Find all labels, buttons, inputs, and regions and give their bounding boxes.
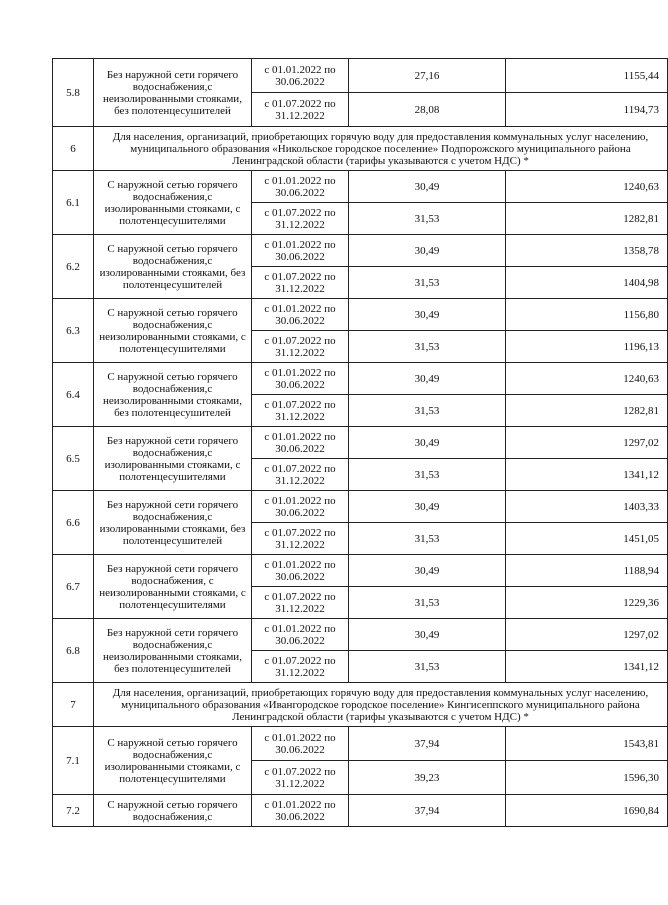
tariff-value-cell: 31,53 [349, 523, 506, 555]
section-title: Для населения, организаций, приобретающих горячую воду для предоставления коммунальных услуг населению, муниципального образования «Ивангородское городское поселение» Кингисеппского муниципального района Ленинградской области (тарифы указываются с учетом НДС) * [94, 683, 668, 727]
item-description: С наружной сетью горячего водоснабжения,с неизолированными стояками, без полотенцесушителей [94, 363, 252, 427]
tariff-row [53, 619, 668, 651]
item-description: С наружной сетью горячего водоснабжения,с изолированными стояками, без полотенцесушителей [94, 235, 252, 299]
item-number: 6.7 [53, 555, 94, 619]
tariff-value-cell: 1240,63 [506, 171, 668, 203]
period-cell: с 01.07.2022 по 31.12.2022 [252, 267, 349, 299]
tariff-value-cell: 1358,78 [506, 235, 668, 267]
item-number: 6.4 [53, 363, 94, 427]
tariff-value-cell: 31,53 [349, 203, 506, 235]
tariff-value-cell: 31,53 [349, 459, 506, 491]
tariff-value-cell: 39,23 [349, 761, 506, 795]
tariff-value-cell: 31,53 [349, 395, 506, 427]
section-row [53, 127, 668, 171]
period-cell: с 01.07.2022 по 31.12.2022 [252, 651, 349, 683]
tariff-value-cell: 1297,02 [506, 427, 668, 459]
tariff-value-cell: 1282,81 [506, 203, 668, 235]
period-cell: с 01.01.2022 по 30.06.2022 [252, 619, 349, 651]
tariff-table-body [53, 59, 668, 827]
tariff-value-cell: 1240,63 [506, 363, 668, 395]
period-cell: с 01.07.2022 по 31.12.2022 [252, 203, 349, 235]
tariff-value-cell: 30,49 [349, 555, 506, 587]
tariff-value-cell: 30,49 [349, 171, 506, 203]
item-number: 6.8 [53, 619, 94, 683]
period-cell: с 01.01.2022 по 30.06.2022 [252, 299, 349, 331]
period-cell: с 01.01.2022 по 30.06.2022 [252, 235, 349, 267]
item-number: 7.2 [53, 795, 94, 827]
tariff-value-cell: 1156,80 [506, 299, 668, 331]
item-number: 5.8 [53, 59, 94, 127]
tariff-row [53, 363, 668, 395]
period-cell: с 01.07.2022 по 31.12.2022 [252, 395, 349, 427]
tariff-value-cell: 27,16 [349, 59, 506, 93]
tariff-value-cell: 30,49 [349, 491, 506, 523]
tariff-value-cell: 37,94 [349, 795, 506, 827]
item-number: 6.3 [53, 299, 94, 363]
tariff-value-cell: 1196,13 [506, 331, 668, 363]
period-cell: с 01.01.2022 по 30.06.2022 [252, 491, 349, 523]
item-number: 6.5 [53, 427, 94, 491]
section-number: 7 [53, 683, 94, 727]
period-cell: с 01.07.2022 по 31.12.2022 [252, 523, 349, 555]
tariff-value-cell: 1229,36 [506, 587, 668, 619]
period-cell: с 01.07.2022 по 31.12.2022 [252, 459, 349, 491]
tariff-row [53, 555, 668, 587]
period-cell: с 01.01.2022 по 30.06.2022 [252, 427, 349, 459]
period-cell: с 01.01.2022 по 30.06.2022 [252, 727, 349, 761]
tariff-value-cell: 30,49 [349, 619, 506, 651]
tariff-value-cell: 1341,12 [506, 459, 668, 491]
tariff-value-cell: 30,49 [349, 299, 506, 331]
section-number: 6 [53, 127, 94, 171]
tariff-row [53, 171, 668, 203]
item-description: С наружной сетью горячего водоснабжения,с изолированными стояками, с полотенцесушителями [94, 727, 252, 795]
period-cell: с 01.01.2022 по 30.06.2022 [252, 363, 349, 395]
tariff-value-cell: 30,49 [349, 363, 506, 395]
period-cell: с 01.01.2022 по 30.06.2022 [252, 171, 349, 203]
item-description: Без наружной сети горячего водоснабжения,с неизолированными стояками, без полотенцесушителей [94, 59, 252, 127]
tariff-value-cell: 1341,12 [506, 651, 668, 683]
tariff-row [53, 59, 668, 93]
item-description: Без наружной сети горячего водоснабжения,с неизолированными стояками, без полотенцесушителей [94, 619, 252, 683]
tariff-value-cell: 1297,02 [506, 619, 668, 651]
tariff-row [53, 235, 668, 267]
tariff-value-cell: 28,08 [349, 93, 506, 127]
tariff-row [53, 299, 668, 331]
tariff-value-cell: 30,49 [349, 235, 506, 267]
tariff-value-cell: 1403,33 [506, 491, 668, 523]
tariff-value-cell: 1155,44 [506, 59, 668, 93]
tariff-value-cell: 1543,81 [506, 727, 668, 761]
period-cell: с 01.07.2022 по 31.12.2022 [252, 761, 349, 795]
tariff-table [52, 58, 668, 827]
tariff-value-cell: 1404,98 [506, 267, 668, 299]
item-number: 6.6 [53, 491, 94, 555]
tariff-value-cell: 1451,05 [506, 523, 668, 555]
section-row [53, 683, 668, 727]
tariff-value-cell: 30,49 [349, 427, 506, 459]
tariff-value-cell: 31,53 [349, 267, 506, 299]
period-cell: с 01.07.2022 по 31.12.2022 [252, 331, 349, 363]
tariff-value-cell: 1282,81 [506, 395, 668, 427]
section-title: Для населения, организаций, приобретающих горячую воду для предоставления коммунальных услуг населению, муниципального образования «Никольское городское поселение» Подпорожского муниципального района Ленинградской области (тарифы указываются с учетом НДС) * [94, 127, 668, 171]
period-cell: с 01.01.2022 по 30.06.2022 [252, 795, 349, 827]
tariff-value-cell: 1690,84 [506, 795, 668, 827]
item-description: С наружной сетью горячего водоснабжения,с [94, 795, 252, 827]
tariff-value-cell: 37,94 [349, 727, 506, 761]
period-cell: с 01.07.2022 по 31.12.2022 [252, 93, 349, 127]
period-cell: с 01.07.2022 по 31.12.2022 [252, 587, 349, 619]
tariff-value-cell: 1596,30 [506, 761, 668, 795]
period-cell: с 01.01.2022 по 30.06.2022 [252, 555, 349, 587]
tariff-row [53, 727, 668, 761]
tariff-value-cell: 1194,73 [506, 93, 668, 127]
tariff-row [53, 795, 668, 827]
item-description: Без наружной сети горячего водоснабжения, с неизолированными стояками, с полотенцесушителями [94, 555, 252, 619]
tariff-row [53, 491, 668, 523]
item-description: Без наружной сети горячего водоснабжения,с изолированными стояками, с полотенцесушителями [94, 427, 252, 491]
tariff-value-cell: 31,53 [349, 651, 506, 683]
tariff-value-cell: 31,53 [349, 331, 506, 363]
item-description: Без наружной сети горячего водоснабжения,с изолированными стояками, без полотенцесушителей [94, 491, 252, 555]
tariff-value-cell: 1188,94 [506, 555, 668, 587]
tariff-value-cell: 31,53 [349, 587, 506, 619]
item-description: С наружной сетью горячего водоснабжения,с изолированными стояками, с полотенцесушителями [94, 171, 252, 235]
item-number: 6.1 [53, 171, 94, 235]
item-description: С наружной сетью горячего водоснабжения,с неизолированными стояками, с полотенцесушителями [94, 299, 252, 363]
item-number: 7.1 [53, 727, 94, 795]
tariff-row [53, 427, 668, 459]
period-cell: с 01.01.2022 по 30.06.2022 [252, 59, 349, 93]
item-number: 6.2 [53, 235, 94, 299]
